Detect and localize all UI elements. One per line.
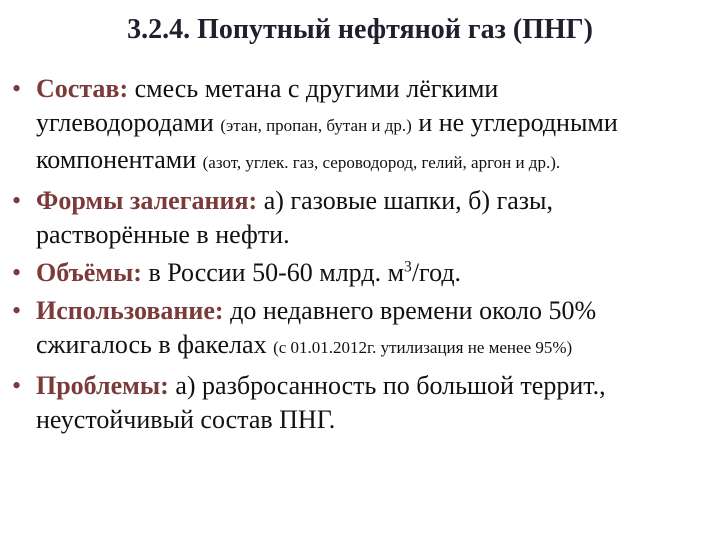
list-item-composition — [10, 72, 710, 180]
volumes-line-1 — [36, 256, 710, 290]
composition-text-1: смесь метана с другими лёгкими — [128, 74, 499, 103]
usage-text-2: сжигалось в факелах — [36, 330, 274, 359]
composition-note-1: (этан, пропан, бутан и др.) — [220, 116, 412, 135]
problems-text-1: а) разбросанность по большой террит., — [168, 371, 606, 400]
bullet-icon: • — [12, 186, 22, 215]
composition-label: Состав: — [36, 74, 129, 103]
usage-note: (с 01.01.2012г. утилизация не менее 95%) — [273, 338, 573, 357]
composition-line-3 — [36, 143, 710, 180]
occurrence-label: Формы залегания: — [36, 186, 258, 215]
problems-label: Проблемы: — [36, 371, 169, 400]
volumes-superscript: 3 — [404, 258, 412, 276]
bullet-icon: • — [12, 74, 22, 103]
usage-label: Использование: — [36, 296, 224, 325]
occurrence-line-2 — [36, 218, 710, 252]
occurrence-text-2: растворённые в нефти. — [36, 220, 290, 249]
volumes-text-1: в России 50-60 млрд. м — [141, 258, 405, 287]
composition-line-1 — [36, 72, 710, 106]
composition-note-2: (азот, углек. газ, сероводород, гелий, аргон и др.). — [202, 153, 561, 172]
problems-line-1 — [36, 369, 710, 403]
bullet-icon: • — [12, 371, 22, 400]
usage-line-1 — [36, 294, 710, 328]
composition-line-2 — [36, 106, 710, 143]
bullet-icon: • — [12, 258, 22, 287]
list-item-problems — [10, 369, 710, 437]
composition-text-2: углеводородами — [36, 108, 221, 137]
list-item-usage — [10, 294, 710, 365]
problems-text-2: неустойчивый состав ПНГ. — [36, 405, 336, 434]
slide-title: 3.2.4. Попутный нефтяной газ (ПНГ) — [127, 14, 593, 45]
volumes-text-2: /год. — [411, 258, 462, 287]
composition-text-4: компонентами — [36, 145, 203, 174]
usage-line-2 — [36, 328, 710, 365]
bullet-icon: • — [12, 296, 22, 325]
bullet-list — [10, 72, 710, 437]
list-item-volumes — [10, 256, 710, 290]
problems-line-2 — [36, 403, 710, 437]
composition-text-3: и не углеродными — [411, 108, 618, 137]
list-item-occurrence — [10, 184, 710, 252]
occurrence-text-1: а) газовые шапки, б) газы, — [257, 186, 554, 215]
occurrence-line-1 — [36, 184, 710, 218]
volumes-label: Объёмы: — [36, 258, 142, 287]
usage-text-1: до недавнего времени около 50% — [223, 296, 597, 325]
